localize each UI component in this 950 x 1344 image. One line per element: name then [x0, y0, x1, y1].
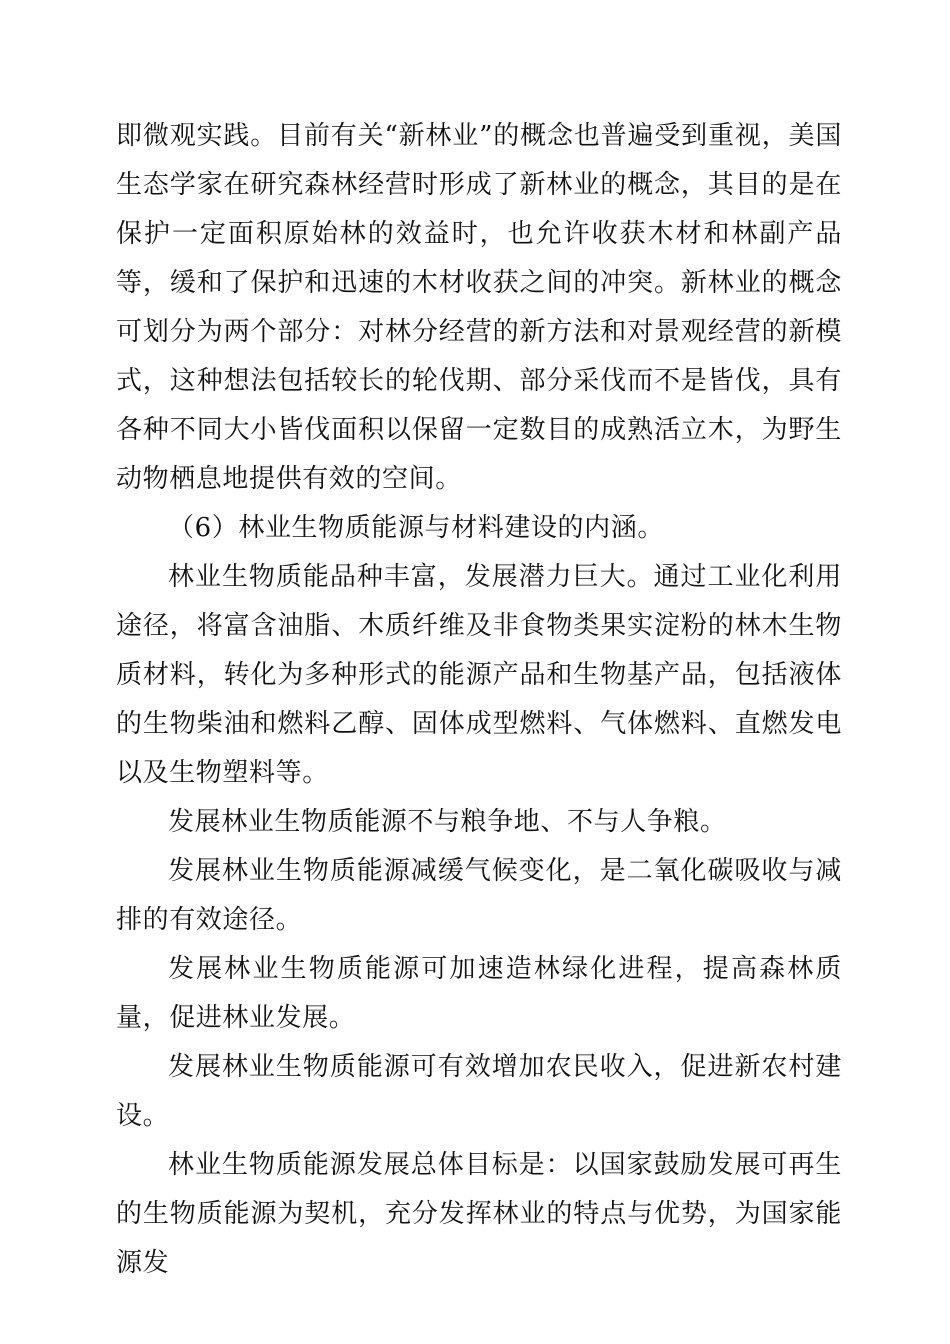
- paragraph: 发展林业生物质能源可有效增加农民收入，促进新农村建设。: [116, 1052, 842, 1131]
- paragraph-continuation: 即微观实践。目前有关“新林业”的概念也普遍受到重视，美国生态学家在研究森林经营时形成了新林业的概念，其目的是在保护一定面积原始林的效益时，也允许收获木材和林副产品等，缓和了保护和迅速的木材收获之间的冲突。新林业的概念可划分为两个部分：对林分经营的新方法和对景观经营的新模式，这种想法包括较长的轮伐期、部分采伐而不是皆伐，具有各种不同大小皆伐面积以保留一定数目的成熟活立木，为野生动物栖息地提供有效的空间。: [116, 121, 842, 494]
- paragraph-heading-6: （6）林业生物质能源与材料建设的内涵。: [168, 513, 664, 543]
- paragraph: 发展林业生物质能源可加速造林绿化进程，提高森林质量，促进林业发展。: [116, 954, 842, 1033]
- document-body: [116, 112, 842, 1288]
- paragraph: 林业生物质能品种丰富，发展潜力巨大。通过工业化利用途径，将富含油脂、木质纤维及非食物类果实淀粉的林木生物质材料，转化为多种形式的能源产品和生物基产品，包括液体的生物柴油和燃料乙醇、固体成型燃料、气体燃料、直燃发电以及生物塑料等。: [116, 562, 842, 788]
- paragraph: 发展林业生物质能源不与粮争地、不与人争粮。: [168, 807, 727, 837]
- paragraph: 发展林业生物质能源减缓气候变化，是二氧化碳吸收与减排的有效途径。: [116, 856, 842, 935]
- paragraph: 林业生物质能源发展总体目标是：以国家鼓励发展可再生的生物质能源为契机，充分发挥林业的特点与优势，为国家能源发: [116, 1150, 842, 1278]
